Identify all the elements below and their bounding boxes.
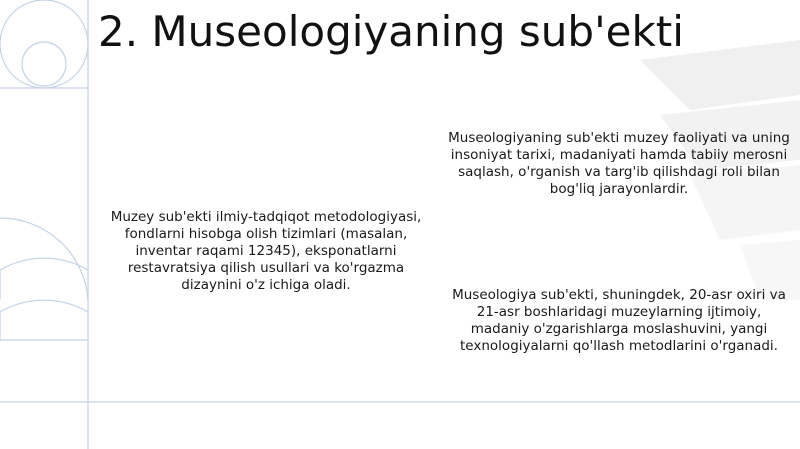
deco-arch-outer (0, 218, 88, 300)
right-bottom-text-block: Museologiya sub'ekti, shuningdek, 20-asr oxiri va 21-asr boshlaridagi muzeylarning ijtimoiy, madaniy o'zgarishlarga moslashuvini, yangi texnologiyalarni qo'llash metodlarini o'rganadi. (452, 287, 786, 354)
slide-title: 2. Museologiyaning sub'ekti (98, 7, 684, 56)
right-top-text-block: Museologiyaning sub'ekti muzey faoliyati va uning insoniyat tarixi, madaniyati hamda tabiiy merosni saqlash, o'rganish va targ'ib qilishdagi roli bilan bog'liq jarayonlardir. (448, 130, 790, 197)
deco-circle-small (22, 42, 66, 86)
left-text-block: Muzey sub'ekti ilmiy-tadqiqot metodologiyasi, fondlarni hisobga olish tizimlari (masalan, inventar raqami 12345), eksponatlarni restavratsiya qilish usullari va ko'rgazma dizaynini o'z ichiga oladi. (110, 209, 422, 293)
deco-arch-lower (0, 300, 88, 340)
deco-arch-upper (0, 258, 88, 300)
deco-circle-large (0, 0, 88, 88)
